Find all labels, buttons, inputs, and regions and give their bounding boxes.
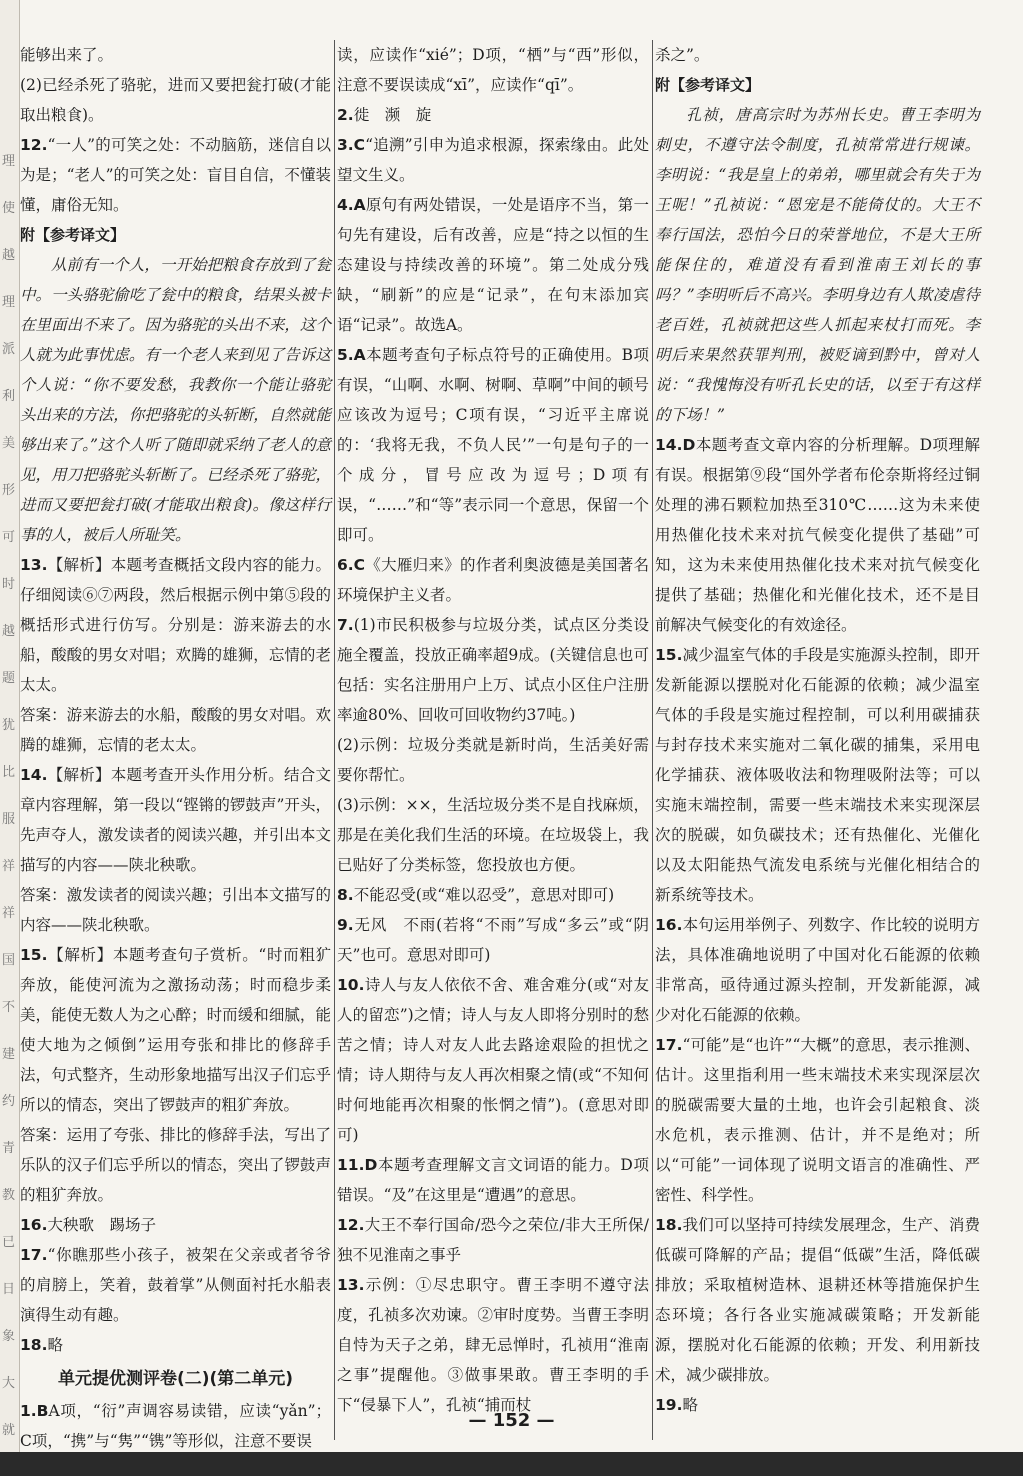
item-text: 从前有一个人，一开始把粮食存放到了瓮中。一头骆驼偷吃了瓮中的粮食，结果头被卡在里面出不来了。因为骆驼的头出不来，这个人就为此事忧虑。有一个老人来到见了告诉这个人说：“你不要发愁，我教你一个能让骆驼头出来的方法，你把骆驼的头斩断，自然就能够出来了。”这个人听了随即就采纳了老人的意见，用刀把骆驼头斩断了。已经杀死了骆驼，进而又要把瓮打破(才能取出粮食)。像这样行事的人，被后人所耻笑。 <box>20 256 331 544</box>
answer-item <box>20 70 331 130</box>
answer-item <box>20 940 331 1120</box>
column-divider <box>652 40 653 1440</box>
gutter-char: 约 <box>2 1094 16 1109</box>
section-heading: 附【参考译文】 <box>20 226 126 244</box>
gutter-char: 日 <box>2 1282 16 1297</box>
answer-item <box>20 1120 331 1210</box>
gutter-char: 就 <box>2 1423 16 1438</box>
item-number: 16. <box>655 916 683 934</box>
item-text: 本题考查理解文言文词语的能力。D项错误。“及”在这里是“遭遇”的意思。 <box>337 1156 649 1204</box>
item-text: 答案：激发读者的阅读兴趣；引出本文描写的内容——陕北秧歌。 <box>20 886 331 934</box>
item-number: 13. <box>20 556 48 574</box>
item-text: (2)已经杀死了骆驼，进而又要把瓮打破(才能取出粮食)。 <box>20 76 331 124</box>
item-text: 能够出来了。 <box>20 46 114 64</box>
item-text: 我们可以坚持可持续发展理念，生产、消费低碳可降解的产品；提倡“低碳”生活，降低碳排放；采取植树造林、退耕还林等措施保护生态环境；各行各业实施减碳策略；开发新能源，摆脱对化石能源的依赖；开发、利用新技术，减少碳排放。 <box>655 1216 980 1384</box>
gutter-char: 国 <box>2 953 16 968</box>
item-number: 16. <box>20 1216 48 1234</box>
answer-item <box>337 1210 649 1270</box>
answer-item <box>337 550 649 610</box>
gutter-char: 美 <box>2 436 16 451</box>
item-text: A项，“衍”声调容易读错，应读“yǎn”；C项，“携”与“隽”“镌”等形似，注意不要误 <box>20 1402 331 1450</box>
gutter-char: 服 <box>2 812 16 827</box>
answer-item <box>337 1270 649 1420</box>
item-text: 答案：游来游去的水船，酸酸的男女对唱。欢腾的雄狮，忘情的老太太。 <box>20 706 331 754</box>
item-text: 杀之”。 <box>655 46 710 64</box>
binding-gutter <box>0 0 20 1476</box>
item-text: “你瞧那些小孩子，被架在父亲或者爷爷的肩膀上，笑着，鼓着掌”从侧面衬托水船表演得生动有趣。 <box>20 1246 331 1324</box>
item-number: 18. <box>655 1216 683 1234</box>
gutter-char: 祥 <box>2 906 16 921</box>
item-text: 读，应读作“xié”；D项，“栖”与“西”形似，注意不要误读成“xī”，应读作“qī”。 <box>337 46 649 94</box>
answer-item <box>20 880 331 940</box>
item-text: 大秧歌 踢场子 <box>47 1216 156 1234</box>
column-middle <box>337 40 649 1440</box>
item-text: 诗人与友人依依不舍、难舍难分(或“对友人的留恋”)之情；诗人与友人即将分别时的愁苦之情；诗人对友人此去路途艰险的担忧之情；诗人期待与友人再次相聚之情(或“不知何时何地能再次相聚的怅惘之情”)。(意思对即可) <box>337 976 649 1144</box>
item-text: 【解析】本题考查句子赏析。“时而粗犷奔放，能使河流为之激扬动荡；时而稳步柔美，能使无数人为之心醉；时而缓和细腻，能使大地为之倾倒”运用夸张和排比的修辞手法，句式整齐，生动形象地描写出汉子们忘乎所以的情态，突出了锣鼓声的粗犷奔放。 <box>20 946 331 1114</box>
section-heading: 附【参考译文】 <box>655 76 761 94</box>
item-text: 本题考查文章内容的分析理解。D项理解有误。根据第⑨段“国外学者布伦奈斯将经过铜处理的沸石颗粒加热至310℃……这为未来使用热催化技术来对抗气候变化提供了基础”可知，这为未来使用热催化技术来对抗气候变化提供了基础；热催化和光催化技术，还不是目前解决气候变化的有效途径。 <box>655 436 980 634</box>
item-text: 答案：运用了夸张、排比的修辞手法，写出了乐队的汉子们忘乎所以的情态，突出了锣鼓声的粗犷奔放。 <box>20 1126 331 1204</box>
item-text: 孔祯，唐高宗时为苏州长史。曹王李明为刺史，不遵守法令制度，孔祯常常进行规谏。李明说：“我是皇上的弟弟，哪里就会有失于为王呢！”孔祯说：“恩宠是不能倚仗的。大王不奉行国法，恐怕今日的荣誉地位，不是大王所能保住的，难道没有看到淮南王刘长的事吗？”李明听后不高兴。李明身边有人欺凌虐待老百姓，孔祯就把这些人抓起来杖打而死。李明后来果然获罪判刑，被贬谪到黔中，曾对人说：“我愧悔没有听孔长史的话，以至于有这样的下场！” <box>655 106 980 424</box>
item-number: 15. <box>655 646 683 664</box>
item-number: 17. <box>20 1246 48 1264</box>
item-text: (2)示例：垃圾分类就是新时尚，生活美好需要你帮忙。 <box>337 736 649 784</box>
item-number: 9. <box>337 916 354 934</box>
answer-item <box>337 730 649 790</box>
answer-item <box>20 40 331 70</box>
answer-item <box>20 700 331 760</box>
gutter-char: 理 <box>2 154 16 169</box>
gutter-char: 越 <box>2 248 16 263</box>
scan-edge <box>0 1452 1023 1476</box>
item-text: “追溯”引申为追求根源，探索缘由。此处望文生义。 <box>337 136 649 184</box>
answer-item <box>655 910 980 1030</box>
gutter-char: 题 <box>2 671 16 686</box>
item-text: “一人”的可笑之处：不动脑筋，迷信自以为是；“老人”的可笑之处：盲目自信，不懂装懂，庸俗无知。 <box>20 136 331 214</box>
translation-text <box>655 100 980 430</box>
answer-item <box>337 880 649 910</box>
item-text: 【解析】本题考查概括文段内容的能力。仔细阅读⑥⑦两段，然后根据示例中第⑤段的概括形式进行仿写。分别是：游来游去的水船，酸酸的男女对唱；欢腾的雄狮，忘情的老太太。 <box>20 556 331 694</box>
item-number: 5.A <box>337 346 366 364</box>
gutter-char: 建 <box>2 1047 16 1062</box>
item-number: 17. <box>655 1036 683 1054</box>
gutter-char: 利 <box>2 389 16 404</box>
item-text: 原句有两处错误，一处是语序不当，第一句先有建设，后有改善，应是“持之以恒的生态建设与持续改善的环境”。第二处成分残缺，“刷新”的应是“记录”，在句末添加宾语“记录”。故选A。 <box>337 196 649 334</box>
item-text: 示例：①尽忠职守。曹王李明不遵守法度，孔祯多次劝谏。②审时度势。当曹王李明自恃为天子之弟，肆无忌惮时，孔祯用“淮南之事”提醒他。③做事果敢。曹王李明的手下“侵暴下人”，孔祯“捕而杖 <box>337 1276 649 1414</box>
answer-item <box>655 430 980 640</box>
item-text: 不能忍受(或“难以忍受”，意思对即可) <box>353 886 615 904</box>
gutter-char: 时 <box>2 577 16 592</box>
gutter-char: 比 <box>2 765 16 780</box>
item-text: “可能”是“也许”“大概”的意思，表示推测、估计。这里指利用一些末端技术来实现深层次的脱碳需要大量的土地，也许会引起粮食、淡水危机，表示推测、估计，并不是绝对；所以“可能”一词体现了说明文语言的准确性、严密性、科学性。 <box>655 1036 980 1204</box>
answer-item <box>655 1030 980 1210</box>
gutter-char: 越 <box>2 624 16 639</box>
answer-item <box>20 1330 331 1360</box>
answer-item <box>655 40 980 70</box>
gutter-char: 象 <box>2 1329 16 1344</box>
item-number: 2. <box>337 106 354 124</box>
item-text: 略 <box>682 1396 698 1414</box>
item-text: 本句运用举例子、列数字、作比较的说明方法，具体准确地说明了中国对化石能源的依赖非常高，亟待通过源头控制，开发新能源，减少对化石能源的依赖。 <box>655 916 980 1024</box>
column-divider <box>334 40 335 1440</box>
gutter-char: 使 <box>2 201 16 216</box>
gutter-char: 派 <box>2 342 16 357</box>
item-number: 8. <box>337 886 354 904</box>
gutter-char: 理 <box>2 295 16 310</box>
answer-item <box>337 1150 649 1210</box>
answer-item <box>337 40 649 100</box>
column-right <box>655 40 980 1440</box>
answer-item <box>20 130 331 220</box>
gutter-char: 可 <box>2 530 16 545</box>
gutter-char: 犹 <box>2 718 16 733</box>
gutter-char: 青 <box>2 1141 16 1156</box>
item-number: 19. <box>655 1396 683 1414</box>
column-left <box>20 40 331 1450</box>
answer-item <box>20 1210 331 1240</box>
answer-item <box>337 100 649 130</box>
answer-item <box>337 130 649 190</box>
item-text: 大王不奉行国命/恐今之荣位/非大王所保/独不见淮南之事乎 <box>337 1216 649 1264</box>
unit-title: 单元提优测评卷(二)(第二单元) <box>57 1369 294 1389</box>
page-number: — 152 — <box>468 1410 555 1431</box>
item-text: 【解析】本题考查开头作用分析。结合文章内容理解，第一段以“铿锵的锣鼓声”开头，先声夺人，激发读者的阅读兴趣，并引出本文描写的内容——陕北秧歌。 <box>20 766 331 874</box>
item-number: 15. <box>20 946 48 964</box>
answer-item <box>337 790 649 880</box>
translation-text <box>20 250 331 550</box>
item-text: 略 <box>47 1336 63 1354</box>
answer-item <box>337 970 649 1150</box>
item-text: 减少温室气体的手段是实施源头控制，即开发新能源以摆脱对化石能源的依赖；减少温室气体的手段是实施过程控制，可以利用碳捕获与封存技术来实施对二氧化碳的捕集，采用电化学捕获、液体吸收法和物理吸附法等；可以实施末端控制，需要一些末端技术来实现深层次的脱碳，如负碳技术；还有热催化、光催化以及太阳能热气流发电系统与光催化相结合的新系统等技术。 <box>655 646 980 904</box>
answer-item <box>655 1210 980 1390</box>
item-number: 14. <box>20 766 48 784</box>
answer-item <box>20 1240 331 1330</box>
answer-item <box>337 340 649 550</box>
gutter-char: 不 <box>2 1000 16 1015</box>
item-text: (3)示例：××，生活垃圾分类不是自找麻烦，那是在美化我们生活的环境。在垃圾袋上，我已贴好了分类标签，您投放也方便。 <box>337 796 649 874</box>
item-number: 12. <box>20 136 48 154</box>
item-number: 1.B <box>20 1402 49 1420</box>
item-number: 3.C <box>337 136 366 154</box>
item-number: 4.A <box>337 196 366 214</box>
item-text: 无风 不雨(若将“不雨”写成“多云”或“阴天”也可。意思对即可) <box>337 916 649 964</box>
answer-item <box>337 190 649 340</box>
item-text: 徙 濒 旋 <box>353 106 432 124</box>
item-number: 10. <box>337 976 365 994</box>
item-number: 14.D <box>655 436 696 454</box>
gutter-char: 教 <box>2 1188 16 1203</box>
answer-item <box>655 640 980 910</box>
gutter-char: 形 <box>2 483 16 498</box>
gutter-char: 祥 <box>2 859 16 874</box>
gutter-char: 已 <box>2 1235 16 1250</box>
answer-item <box>20 550 331 700</box>
answer-item <box>20 760 331 880</box>
item-number: 13. <box>337 1276 365 1294</box>
gutter-char: 大 <box>2 1376 16 1391</box>
item-number: 6.C <box>337 556 366 574</box>
item-number: 11.D <box>337 1156 378 1174</box>
item-number: 18. <box>20 1336 48 1354</box>
item-text: 本题考查句子标点符号的正确使用。B项有误，“山啊、水啊、树啊、草啊”中间的顿号应该改为逗号；C项有误，“习近平主席说的：‘我将无我，不负人民’”一句是句子的一个成分，冒号应改为逗号；D项有误，“……”和“等”表示同一个意思，保留一个即可。 <box>337 346 649 544</box>
answer-item <box>337 910 649 970</box>
item-number: 12. <box>337 1216 365 1234</box>
item-text: (1)市民积极参与垃圾分类，试点区分类设施全覆盖，投放正确率超9成。(关键信息也可包括：实名注册用户上万、试点小区住户注册率逾80%、回收可回收物约37吨。) <box>337 616 649 724</box>
item-number: 7. <box>337 616 354 634</box>
item-text: 《大雁归来》的作者利奥波德是美国著名环境保护主义者。 <box>337 556 649 604</box>
answer-item <box>337 610 649 730</box>
